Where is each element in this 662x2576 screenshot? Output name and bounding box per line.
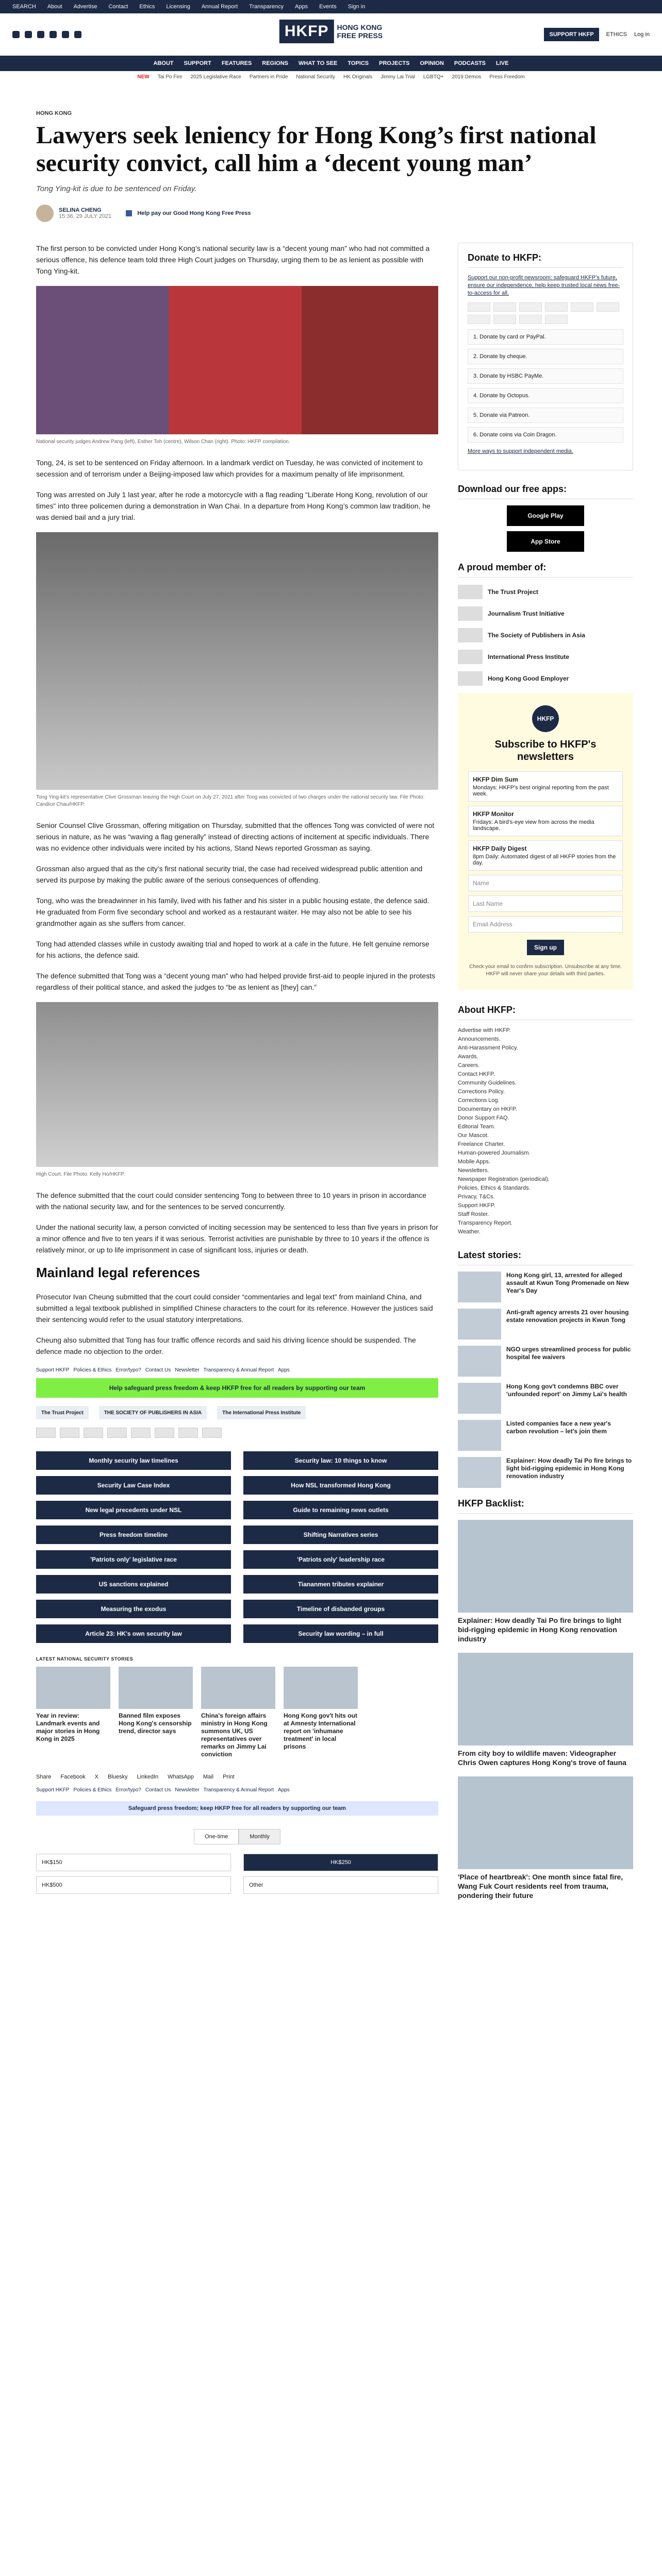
member-name: Journalism Trust Initiative xyxy=(488,610,565,617)
linkedin-icon[interactable] xyxy=(74,31,81,38)
story-title: Anti-graft agency arrests 21 over housing estate renovation projects in Kwun Tong xyxy=(506,1309,629,1324)
footer-link[interactable]: Apps xyxy=(277,1367,290,1373)
explainer-button[interactable]: Article 23: HK's own security law xyxy=(36,1624,231,1643)
paypal-icon xyxy=(131,1428,151,1438)
about-link[interactable]: Editorial Team. xyxy=(458,1124,495,1130)
section-heading: Mainland legal references xyxy=(36,1265,200,1280)
topbar-link[interactable]: About xyxy=(47,4,62,10)
about-link[interactable]: Weather. xyxy=(458,1229,481,1235)
member-badge: THE SOCIETY OF PUBLISHERS IN ASIA xyxy=(99,1406,207,1419)
share-button[interactable]: Facebook xyxy=(60,1774,86,1780)
topbar-link[interactable]: Apps xyxy=(295,4,308,10)
bottom-link[interactable]: Policies & Ethics xyxy=(73,1787,112,1793)
member-badge: The International Press Institute xyxy=(217,1406,306,1419)
member-title: A proud member of: xyxy=(458,562,633,578)
about-link[interactable]: Contact HKFP. xyxy=(458,1071,495,1077)
visa-icon xyxy=(60,1428,79,1438)
donate-option[interactable]: 2. Donate by cheque. xyxy=(468,349,623,364)
google-play-button[interactable]: Google Play xyxy=(507,505,584,526)
footer-link[interactable]: Policies & Ethics xyxy=(73,1367,112,1373)
nav-item[interactable]: TOPICS xyxy=(347,60,369,66)
story-thumbnail xyxy=(36,1667,110,1709)
one-time-option[interactable]: One-time xyxy=(194,1829,239,1844)
story-title: Explainer: How deadly Tai Po fire brings to light bid-rigging epidemic in Hong Kong renovation industry xyxy=(458,1616,622,1643)
story-thumbnail xyxy=(119,1667,193,1709)
latest-title: Latest stories: xyxy=(458,1250,633,1265)
story-title: Hong Kong gov't hits out at Amnesty International report on 'inhumane treatment' in local prisons xyxy=(284,1712,357,1750)
article-kicker[interactable]: HONG KONG xyxy=(36,110,72,116)
photo-caption: High Court. File Photo: Kelly Ho/HKFP. xyxy=(36,1172,125,1177)
signup-button[interactable]: Sign up xyxy=(527,940,564,955)
story-title: Banned film exposes Hong Kong's censorship trend, director says xyxy=(119,1712,192,1735)
about-link[interactable]: Awards. xyxy=(458,1054,478,1060)
sidebar-story[interactable] xyxy=(458,1457,633,1488)
newsletter-name: HKFP Dim Sum xyxy=(473,776,518,783)
donate-option[interactable]: 4. Donate by Octopus. xyxy=(468,388,623,403)
explainer-button[interactable]: 'Patriots only' leadership race xyxy=(243,1550,438,1569)
grossman-photo xyxy=(36,532,438,790)
social-icons xyxy=(12,31,81,38)
newsletter-option[interactable] xyxy=(468,840,623,871)
topic-nav xyxy=(0,71,662,82)
newsletter-input[interactable]: Email Address xyxy=(468,916,623,933)
share-button[interactable]: Share xyxy=(36,1774,52,1780)
bottom-link[interactable]: Contact Us xyxy=(145,1787,171,1793)
high-court-photo xyxy=(36,1002,438,1167)
app-store-button[interactable]: App Store xyxy=(507,531,584,552)
member-logo xyxy=(458,585,483,599)
explainer-button[interactable]: US sanctions explained xyxy=(36,1575,231,1594)
author-avatar[interactable] xyxy=(36,205,54,222)
member-name: The Trust Project xyxy=(488,588,539,596)
about-link[interactable]: Anti-Harassment Policy. xyxy=(458,1045,518,1051)
explainer-button[interactable]: Shifting Narratives series xyxy=(243,1526,438,1544)
bottom-link[interactable]: Error/typo? xyxy=(115,1787,141,1793)
about-link[interactable]: Staff Roster. xyxy=(458,1211,489,1217)
member-name: The Society of Publishers in Asia xyxy=(488,632,585,639)
story-image xyxy=(458,1520,633,1613)
topic-link[interactable]: HK Originals xyxy=(343,74,373,80)
google-pay-icon xyxy=(155,1428,174,1438)
explainer-button[interactable]: Security law wording – in full xyxy=(243,1624,438,1643)
about-link[interactable]: Policies, Ethics & Standards. xyxy=(458,1185,531,1191)
support-inline-link[interactable]: Help pay our Good Hong Kong Free Press xyxy=(137,210,251,216)
member-org[interactable] xyxy=(458,650,633,664)
nav-item[interactable]: PODCASTS xyxy=(454,60,486,66)
member-logo xyxy=(458,628,483,642)
apps-title: Download our free apps: xyxy=(458,484,633,499)
bottom-link[interactable]: Support HKFP xyxy=(36,1787,70,1793)
bottom-links xyxy=(36,1787,438,1793)
share-button[interactable]: LinkedIn xyxy=(137,1774,159,1780)
utility-bar xyxy=(0,0,662,13)
about-title: About HKFP: xyxy=(458,1005,633,1020)
story-thumbnail xyxy=(458,1272,501,1302)
topbar-link[interactable]: Licensing xyxy=(166,4,190,10)
newsletter-input[interactable]: Name xyxy=(468,875,623,891)
topic-link[interactable]: 2019 Demos xyxy=(452,74,482,80)
explainer-button[interactable]: New legal precedents under NSL xyxy=(36,1501,231,1519)
share-button[interactable]: Print xyxy=(223,1774,235,1780)
backlist-story[interactable] xyxy=(458,1653,633,1767)
explainer-buttons xyxy=(36,1451,438,1643)
topic-link[interactable]: 2025 Legislative Race xyxy=(190,74,241,80)
footer-link[interactable]: Error/typo? xyxy=(115,1367,141,1373)
story-thumbnail xyxy=(284,1667,358,1709)
paragraph: The defence submitted that the court could consider sentencing Tong to between three to 10 years in prison in accordance with the national security law, and for the sentences to be served concurrently. xyxy=(36,1191,426,1211)
about-link[interactable]: Careers. xyxy=(458,1062,480,1069)
donate-title: Donate to HKFP: xyxy=(468,252,623,268)
site-logo[interactable]: HKFP HONG KONG FREE PRESS xyxy=(279,20,383,43)
story-title: China's foreign affairs ministry in Hong Kong summons UK, US representatives over remarks on Jimmy Lai conviction xyxy=(201,1712,268,1758)
about-link[interactable]: Community Guidelines. xyxy=(458,1080,517,1086)
more-ways-link[interactable]: More ways to support independent media. xyxy=(468,448,573,454)
member-org[interactable] xyxy=(458,606,633,621)
member-logo xyxy=(458,671,483,686)
about-link[interactable]: Newspaper Registration (periodical). xyxy=(458,1176,550,1182)
newsletter-signup xyxy=(458,693,633,990)
instagram-icon[interactable] xyxy=(37,31,44,38)
story-title: From city boy to wildlife maven: Videographer Chris Owen captures Hong Kong's trove of fauna xyxy=(458,1749,626,1767)
share-bar xyxy=(36,1774,438,1780)
about-link[interactable]: Corrections Log. xyxy=(458,1097,500,1104)
footer-link[interactable]: Newsletter xyxy=(175,1367,200,1373)
topic-link[interactable]: LGBTQ+ xyxy=(423,74,444,80)
donation-frequency-toggle xyxy=(36,1829,438,1844)
amount-option-selected[interactable]: HK$250 xyxy=(243,1854,438,1871)
nav-item[interactable]: REGIONS xyxy=(262,60,289,66)
article-footer-links xyxy=(36,1367,438,1373)
member-badges xyxy=(36,1406,438,1419)
story-image xyxy=(458,1653,633,1745)
story-thumbnail xyxy=(458,1457,501,1488)
donate-widget xyxy=(458,243,633,470)
author-name[interactable]: SELINA CHENG xyxy=(59,207,102,213)
sidebar-story[interactable] xyxy=(458,1383,633,1414)
about-link[interactable]: Newsletters. xyxy=(458,1167,489,1174)
sidebar-story[interactable] xyxy=(458,1420,633,1451)
main-nav xyxy=(0,56,662,71)
telegram-icon[interactable] xyxy=(62,31,69,38)
donate-option[interactable]: 3. Donate by HSBC PayMe. xyxy=(468,368,623,384)
newsletter-fineprint: Check your email to confirm subscription. Unsubscribe at any time. HKFP will never share your details with third parties. xyxy=(469,964,622,977)
paragraph: Tong, 24, is set to be sentenced on Friday afternoon. In a landmark verdict on Tuesday, he was convicted of incitement to secession and of terrorism under a Beijing-imposed law which provides for a maximum penalty of life imprisonment. xyxy=(36,459,423,478)
newsletter-option[interactable] xyxy=(468,771,623,802)
story-thumbnail xyxy=(458,1383,501,1414)
photo-caption: National security judges Andrew Pang (left), Esther Toh (centre), Wilson Chan (right). Photo: HKFP compilation. xyxy=(36,439,290,445)
share-button[interactable]: X xyxy=(94,1774,99,1780)
topbar-link[interactable]: Events xyxy=(319,4,337,10)
topbar-link[interactable]: Contact xyxy=(108,4,128,10)
topic-link[interactable]: Press Freedom xyxy=(489,74,525,80)
content-area xyxy=(0,243,662,1909)
footer-link[interactable]: Transparency & Annual Report xyxy=(203,1367,274,1373)
paragraph: Cheung also submitted that Tong has four traffic offence records and said his driving licence should be suspended. The defence made no objection to the order. xyxy=(36,1336,416,1355)
footer-link[interactable]: Contact Us xyxy=(145,1367,171,1373)
topic-link[interactable]: Jimmy Lai Trial xyxy=(380,74,415,80)
nav-item[interactable]: OPINION xyxy=(420,60,444,66)
newsletter-name: HKFP Daily Digest xyxy=(473,845,527,852)
latest-story[interactable] xyxy=(36,1667,110,1758)
facebook-icon[interactable] xyxy=(12,31,20,38)
paragraph: Tong, who was the breadwinner in his family, lived with his father and his sister in a public housing estate, the defence said. He graduated from Form five secondary school and worked as a restaurant waiter. He may also not be able to see his grandmother again as she suffers from cancer. xyxy=(36,896,429,927)
story-thumbnail xyxy=(458,1346,501,1377)
nav-item[interactable]: FEATURES xyxy=(221,60,252,66)
article-header xyxy=(0,82,662,222)
topbar-link[interactable]: Ethics xyxy=(139,4,155,10)
about-link[interactable]: Support HKFP. xyxy=(458,1202,495,1209)
newsletter-name: HKFP Monitor xyxy=(473,810,514,818)
topbar-link[interactable]: SEARCH xyxy=(12,4,36,10)
youtube-icon[interactable] xyxy=(49,31,57,38)
payment-icons xyxy=(468,302,623,324)
explainer-button[interactable]: Monthly security law timelines xyxy=(36,1451,231,1470)
latest-story[interactable] xyxy=(201,1667,275,1758)
nav-item[interactable]: WHAT TO SEE xyxy=(299,60,338,66)
latest-story[interactable] xyxy=(284,1667,358,1758)
paragraph: Senior Counsel Clive Grossman, offering mitigation on Thursday, submitted that the offences Tong was convicted of were not serious in nature, as he was “waving a flag generally” instead of directing actions of incitement at specific individuals. There was no evidence other individuals were incited by his actions, Stand News reported Grossman as saying. xyxy=(36,821,435,852)
topic-link[interactable]: Partners in Pride xyxy=(249,74,288,80)
bottom-link[interactable]: Newsletter xyxy=(175,1787,200,1793)
newsletter-title: Subscribe to HKFP's newsletters xyxy=(494,739,597,762)
about-link[interactable]: Freelance Charter. xyxy=(458,1141,505,1147)
about-link[interactable]: Privacy, T&Cs. xyxy=(458,1194,495,1200)
sidebar-story[interactable] xyxy=(458,1272,633,1302)
payment-icons xyxy=(36,1428,438,1438)
explainer-button[interactable]: 'Patriots only' legislative race xyxy=(36,1550,231,1569)
paragraph: Under the national security law, a person convicted of inciting secession may be sentenced to less than five years in prison for a minor offence and five to ten years if it was serious. Terrorist activities are punishable by three to 10 years if the offence is relatively minor, or up to life imprisonment in case of significant loss, injuries or death. xyxy=(36,1223,438,1254)
member-name: Hong Kong Good Employer xyxy=(488,675,569,682)
about-link[interactable]: Documentary on HKFP. xyxy=(458,1106,517,1112)
newsletter-desc: Mondays: HKFP's best original reporting from the past week. xyxy=(473,785,609,797)
story-title: Explainer: How deadly Tai Po fire brings to light bid-rigging epidemic in Hong Kong renovation industry xyxy=(506,1457,632,1480)
nav-item[interactable]: LIVE xyxy=(496,60,509,66)
apple-pay-icon xyxy=(178,1428,198,1438)
footer-link[interactable]: Support HKFP xyxy=(36,1367,70,1373)
nav-item[interactable]: PROJECTS xyxy=(379,60,410,66)
donate-option[interactable]: 6. Donate coins via Coin Dragon. xyxy=(468,427,623,443)
topbar-link[interactable]: Advertise xyxy=(73,4,97,10)
login-link[interactable]: Log in xyxy=(634,31,650,38)
donate-option[interactable]: 1. Donate by card or PayPal. xyxy=(468,329,623,345)
new-label: NEW xyxy=(137,74,150,80)
backlist-story[interactable] xyxy=(458,1520,633,1643)
nav-item[interactable]: ABOUT xyxy=(153,60,174,66)
latest-story[interactable] xyxy=(119,1667,193,1758)
topic-link[interactable]: Tai Po Fire xyxy=(157,74,183,80)
paragraph: The first person to be convicted under Hong Kong’s national security law is a “decent young man” who had not committed a serious offence, his defence team told three High Court judges on Thursday, urging them to be as lenient as possible with Tong Ying-kit. xyxy=(36,244,430,275)
ethics-link[interactable]: ETHICS xyxy=(606,31,627,38)
paragraph: Tong had attended classes while in custody awaiting trial and hoped to work at a cafe in the future. He felt genuine remorse for his actions, the defence said. xyxy=(36,940,429,959)
story-thumbnail xyxy=(458,1420,501,1451)
story-title: Listed companies face a new year's carbon revolution – let's join them xyxy=(506,1420,611,1435)
story-thumbnail xyxy=(458,1309,501,1340)
donate-option[interactable]: 5. Donate via Patreon. xyxy=(468,408,623,423)
article-standfirst: Tong Ying-kit is due to be sentenced on Friday. xyxy=(36,184,197,193)
about-link[interactable]: Transparency Report. xyxy=(458,1220,512,1226)
member-org[interactable] xyxy=(458,628,633,642)
backlist-story[interactable] xyxy=(458,1776,633,1900)
newsletter-desc: 8pm Daily: Automated digest of all HKFP stories from the day. xyxy=(473,854,616,866)
member-logo xyxy=(458,606,483,621)
about-links xyxy=(458,1026,633,1236)
share-button[interactable]: WhatsApp xyxy=(168,1774,194,1780)
unionpay-icon xyxy=(107,1428,127,1438)
about-link[interactable]: Human-powered Journalism. xyxy=(458,1150,531,1156)
x-icon[interactable] xyxy=(25,31,32,38)
bottom-link[interactable]: Apps xyxy=(277,1787,290,1793)
story-title: Hong Kong gov't condemns BBC over 'unfounded report' on Jimmy Lai's health xyxy=(506,1383,627,1398)
latest-security-stories xyxy=(36,1667,438,1758)
member-org[interactable] xyxy=(458,671,633,686)
byline xyxy=(36,205,650,222)
amount-option[interactable]: HK$500 xyxy=(36,1876,231,1894)
explainer-button[interactable]: Tiananmen tributes explainer xyxy=(243,1575,438,1594)
sidebar xyxy=(458,243,633,1909)
member-badge: The Trust Project xyxy=(36,1406,89,1419)
explainer-button[interactable]: Measuring the exodus xyxy=(36,1600,231,1618)
article-headline: Lawyers seek leniency for Hong Kong’s first national security convict, call him a ‘decent young man’ xyxy=(36,122,597,177)
monthly-option[interactable]: Monthly xyxy=(239,1829,280,1844)
latest-label: LATEST NATIONAL SECURITY STORIES xyxy=(36,1656,134,1662)
story-title: Year in review: Landmark events and major stories in Hong Kong in 2025 xyxy=(36,1712,100,1742)
amount-option-other[interactable]: Other xyxy=(243,1876,438,1894)
about-link[interactable]: Corrections Policy. xyxy=(458,1089,505,1095)
about-link[interactable]: Advertise with HKFP. xyxy=(458,1027,511,1033)
share-button[interactable]: Mail xyxy=(203,1774,214,1780)
about-link[interactable]: Mobile Apps. xyxy=(458,1159,490,1165)
payme-icon xyxy=(202,1428,222,1438)
newsletter-desc: Fridays: A bird's-eye view from across the media landscape. xyxy=(473,819,594,832)
explainer-button[interactable]: Timeline of disbanded groups xyxy=(243,1600,438,1618)
support-hkfp-button[interactable]: SUPPORT HKFP xyxy=(544,28,599,41)
story-title: NGO urges streamlined process for public hospital fee waivers xyxy=(506,1346,631,1361)
paragraph: Prosecutor Ivan Cheung submitted that the court could consider “commentaries and legal text” from mainland China, and submitted a legal textbook published in simplified Chinese characters to the court for its reference. However the justices said their sentencing would refer to the usual statutory interpretations. xyxy=(36,1293,433,1324)
amex-icon xyxy=(84,1428,103,1438)
paragraph: Grossman also argued that as the city’s first national security trial, the case had received widespread public attention and served its purpose by making the public aware of the serious consequences of offending. xyxy=(36,865,423,884)
donate-text[interactable]: Support our non-profit newsroom: safeguard HKFP's future, ensure our independence, help keep trusted local news free-to-access for all. xyxy=(468,275,620,296)
explainer-button[interactable]: Security law: 10 things to know xyxy=(243,1451,438,1470)
mastercard-icon xyxy=(36,1428,56,1438)
story-title: Hong Kong girl, 13, arrested for alleged assault at Kwun Tong Promenade on New Year's Day xyxy=(506,1272,629,1294)
newsletter-input[interactable]: Last Name xyxy=(468,895,623,912)
support-banner-bottom[interactable]: Safeguard press freedom; keep HKFP free for all readers by supporting our team xyxy=(36,1801,438,1816)
explainer-button[interactable]: Press freedom timeline xyxy=(36,1526,231,1544)
site-header xyxy=(0,13,662,56)
explainer-button[interactable]: Guide to remaining news outlets xyxy=(243,1501,438,1519)
hkfp-logo: HKFP xyxy=(532,705,559,732)
topbar-link[interactable]: Sign in xyxy=(347,4,366,10)
publish-date: 15:36, 29 JULY 2021 xyxy=(59,213,112,219)
about-link[interactable]: Donor Support FAQ. xyxy=(458,1115,509,1121)
sidebar-story[interactable] xyxy=(458,1309,633,1340)
about-link[interactable]: Announcements. xyxy=(458,1036,501,1042)
nav-item[interactable]: SUPPORT xyxy=(184,60,211,66)
explainer-button[interactable]: How NSL transformed Hong Kong xyxy=(243,1476,438,1495)
topbar-link[interactable]: Transparency xyxy=(249,4,284,10)
facebook-icon[interactable] xyxy=(126,210,132,216)
backlist-title: HKFP Backlist: xyxy=(458,1498,633,1514)
story-image xyxy=(458,1776,633,1869)
amount-option[interactable]: HK$150 xyxy=(36,1854,231,1871)
member-org[interactable] xyxy=(458,585,633,599)
bottom-link[interactable]: Transparency & Annual Report xyxy=(203,1787,274,1793)
donation-amounts xyxy=(36,1854,438,1894)
photo-caption: Tong Ying-kit’s representative Clive Grossman leaving the High Court on July 27, 2021 after Tong was convicted of two charges under the national security law. File Photo: Candice Chau/HKFP. xyxy=(36,794,425,807)
topic-link[interactable]: National Security xyxy=(296,74,335,80)
share-button[interactable]: Bluesky xyxy=(108,1774,128,1780)
member-name: International Press Institute xyxy=(488,653,570,660)
paragraph: The defence submitted that Tong was a “decent young man” who had helped provide first-aid to people injured in the protests regardless of their political stance, and asked the judges to “be as lenient as [they] can.” xyxy=(36,972,436,991)
article-body xyxy=(36,243,438,1909)
judges-photo xyxy=(36,286,438,434)
explainer-button[interactable]: Security Law Case Index xyxy=(36,1476,231,1495)
member-logo xyxy=(458,650,483,664)
topbar-link[interactable]: Annual Report xyxy=(201,4,238,10)
paragraph: Tong was arrested on July 1 last year, after he rode a motorcycle with a flag reading “Liberate Hong Kong, revolution of our times” into three policemen during a demonstration in Wan Chai. In a departure from Hong Kong’s common law tradition, he was denied bail and a jury trial. xyxy=(36,490,431,521)
story-title: 'Place of heartbreak': One month since fatal fire, Wang Fuk Court residents reel from trauma, pondering their future xyxy=(458,1873,623,1900)
story-thumbnail xyxy=(201,1667,275,1709)
support-banner[interactable]: Help safeguard press freedom & keep HKFP free for all readers by supporting our team xyxy=(36,1378,438,1398)
newsletter-option[interactable] xyxy=(468,806,623,836)
about-link[interactable]: Our Mascot. xyxy=(458,1132,489,1139)
sidebar-story[interactable] xyxy=(458,1346,633,1377)
